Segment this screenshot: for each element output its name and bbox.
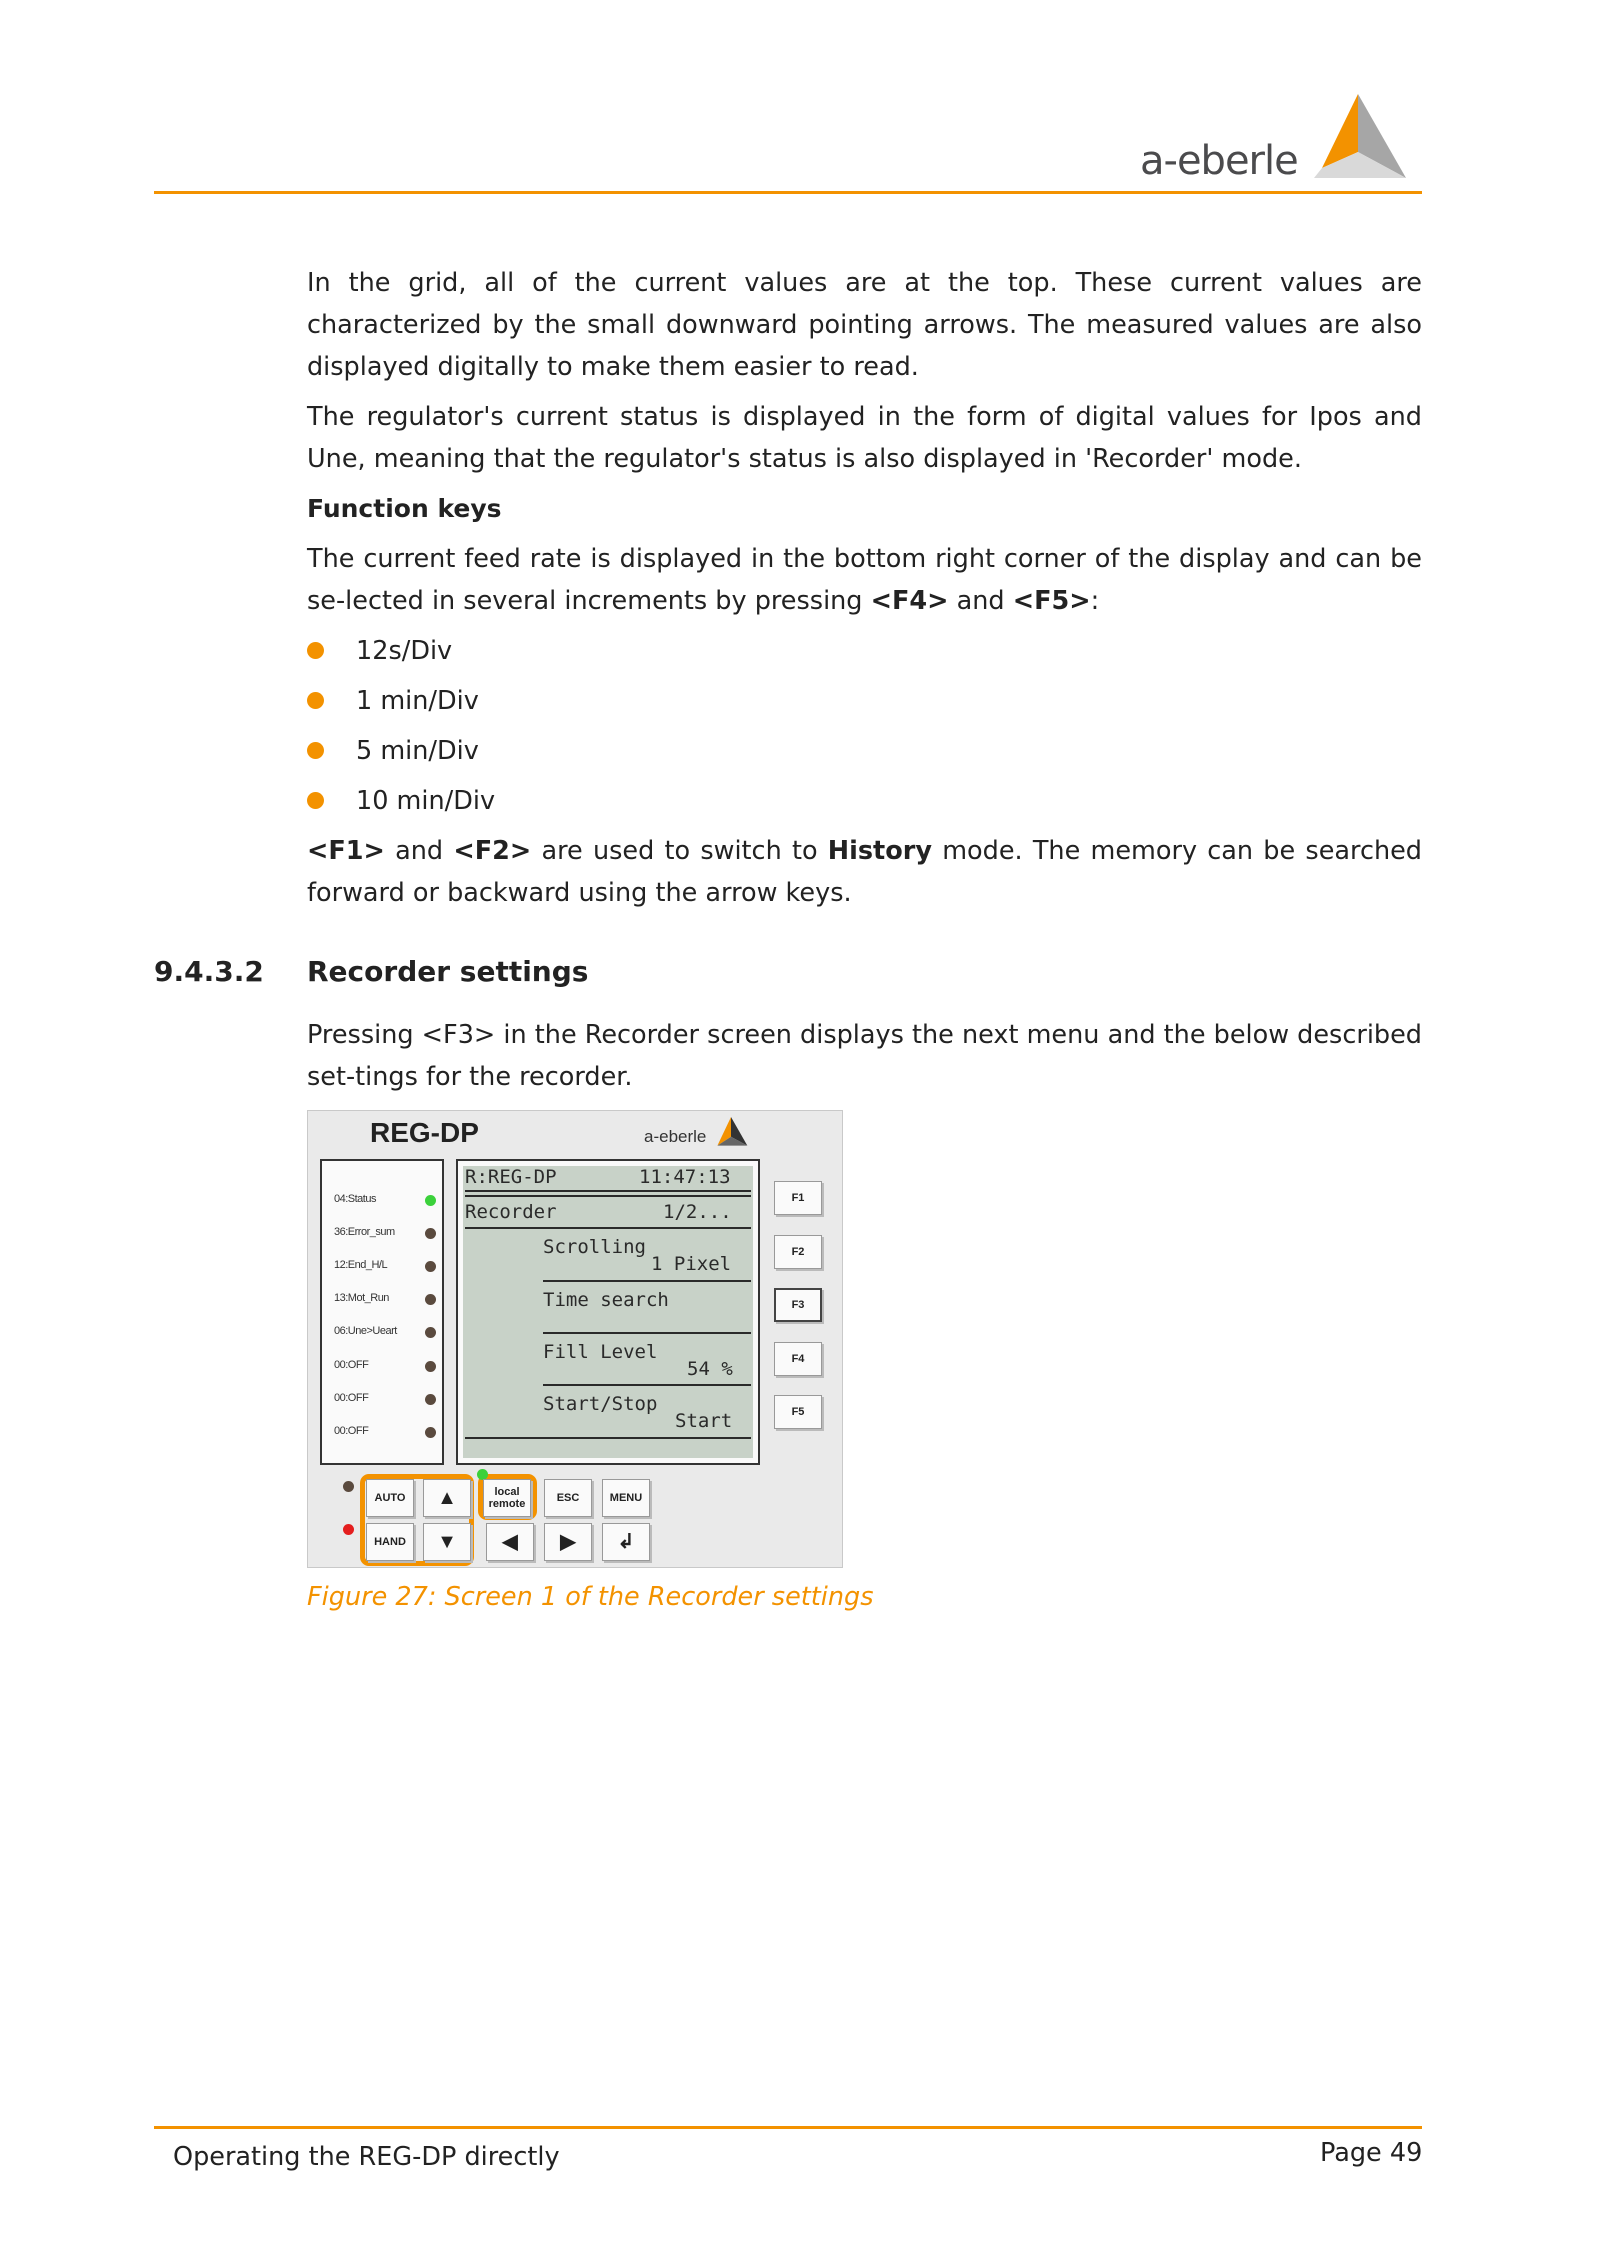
esc-button[interactable]: ESC	[544, 1479, 592, 1517]
lcd-menu-page: 1/2...	[663, 1201, 732, 1223]
paragraph-regulator-status: The regulator's current status is displayed in the form of digital values for Ipos and Une, meaning that the regulator's status is also displayed in 'Recorder' mode.	[307, 402, 1422, 474]
status-led-icon	[425, 1427, 436, 1438]
bullet-dot-icon	[307, 792, 324, 809]
f3-button[interactable]: F3	[774, 1288, 822, 1322]
left-arrow-button[interactable]: ◀	[486, 1523, 534, 1561]
lcd-divider	[465, 1195, 751, 1197]
section-number: 9.4.3.2	[154, 955, 264, 988]
bullet-dot-icon	[307, 692, 324, 709]
lcd-item-scrolling: Scrolling	[543, 1236, 646, 1258]
list-item	[307, 730, 1422, 772]
lcd-divider	[465, 1437, 751, 1439]
led-label: 00:OFF	[334, 1425, 369, 1437]
key-f5-text: <F5>	[1012, 586, 1091, 616]
menu-button[interactable]: MENU	[602, 1479, 650, 1517]
device-logo-text: a-eberle	[644, 1127, 707, 1146]
feed-rate-list	[307, 630, 1422, 822]
footer-chapter-title: Operating the REG-DP directly	[173, 2142, 560, 2172]
key-f1-text: <F1>	[307, 836, 385, 866]
device-logo-triangle-icon	[714, 1115, 748, 1149]
status-led-icon	[425, 1361, 436, 1372]
local-label: local	[494, 1486, 520, 1498]
lcd-divider	[465, 1227, 751, 1229]
lcd-item-fill-level: Fill Level	[543, 1341, 658, 1363]
lcd-divider	[543, 1280, 751, 1282]
bullet-dot-icon	[307, 642, 324, 659]
lcd-menu-title: Recorder	[465, 1201, 557, 1223]
logo-triangle-icon	[1308, 92, 1408, 184]
paragraph-grid-values: In the grid, all of the current values are at the top. These current values are characterized by the small downward pointing arrows. The measured values are also displayed digitally to make them easier to read.	[307, 268, 1422, 382]
key-f2-text: <F2>	[453, 836, 532, 866]
led-row	[334, 1292, 440, 1308]
body-content	[307, 262, 1422, 922]
f1-button[interactable]: F1	[774, 1181, 822, 1215]
page-number: Page 49	[1320, 2138, 1423, 2168]
lcd-header-title: R:REG-DP	[465, 1166, 557, 1188]
list-item	[307, 680, 1422, 722]
f5-button[interactable]: F5	[774, 1395, 822, 1429]
f4-button[interactable]: F4	[774, 1342, 822, 1376]
footer-rule	[154, 2126, 1422, 2129]
paragraph-recorder-settings: Pressing <F3> in the Recorder screen displays the next menu and the below described set-tings for the recorder.	[307, 1020, 1422, 1092]
auto-button[interactable]: AUTO	[366, 1479, 414, 1517]
led-row	[334, 1193, 440, 1209]
right-arrow-button[interactable]: ▶	[544, 1523, 592, 1561]
paragraph-history-mode	[307, 830, 1422, 914]
figure-caption: Figure 27: Screen 1 of the Recorder settings	[307, 1582, 874, 1612]
lcd-item-time-search: Time search	[543, 1289, 669, 1311]
lcd-item-scrolling-value: 1 Pixel	[651, 1253, 732, 1275]
auto-led-icon	[343, 1481, 354, 1492]
enter-button[interactable]: ↲	[602, 1523, 650, 1561]
history-end-text: mode. The memory can be searched forward or backward using the arrow keys.	[307, 836, 1422, 908]
and-text: and	[948, 586, 1013, 616]
list-item-text: 5 min/Div	[356, 736, 479, 766]
hand-led-icon	[343, 1524, 354, 1535]
bullet-dot-icon	[307, 742, 324, 759]
led-label: 04:Status	[334, 1193, 376, 1205]
device-title: REG-DP	[370, 1117, 479, 1148]
lcd-screen	[463, 1166, 753, 1458]
section-content	[307, 1014, 1422, 1106]
history-mid-text: are used to switch to	[531, 836, 828, 866]
status-led-icon	[425, 1261, 436, 1272]
list-item	[307, 780, 1422, 822]
list-item-text: 1 min/Div	[356, 686, 479, 716]
led-label: 00:OFF	[334, 1359, 369, 1371]
status-led-icon	[425, 1195, 436, 1206]
and-text: and	[384, 836, 454, 866]
list-item-text: 12s/Div	[356, 636, 453, 666]
led-label: 13:Mot_Run	[334, 1292, 389, 1304]
local-remote-button[interactable]	[483, 1479, 531, 1517]
lcd-clock: 11:47:13	[639, 1166, 731, 1188]
led-panel	[320, 1159, 444, 1465]
led-row	[334, 1325, 440, 1341]
header-rule	[154, 191, 1422, 194]
status-led-icon	[425, 1228, 436, 1239]
led-row	[334, 1359, 440, 1375]
lcd-display	[456, 1159, 760, 1465]
lcd-divider	[543, 1332, 751, 1334]
lcd-item-fill-level-value: 54 %	[687, 1358, 733, 1380]
brand-logo	[1140, 92, 1410, 188]
lcd-divider	[465, 1190, 751, 1192]
f2-button[interactable]: F2	[774, 1235, 822, 1269]
status-led-icon	[425, 1394, 436, 1405]
led-row	[334, 1226, 440, 1242]
list-item	[307, 630, 1422, 672]
device-panel-figure	[307, 1110, 843, 1568]
lower-button[interactable]: ▼	[423, 1523, 471, 1561]
list-item-text: 10 min/Div	[356, 786, 496, 816]
led-row	[334, 1392, 440, 1408]
led-label: 36:Error_sum	[334, 1226, 395, 1238]
status-led-icon	[425, 1327, 436, 1338]
function-keys-heading: Function keys	[307, 494, 502, 523]
led-row	[334, 1259, 440, 1275]
key-f4-text: <F4>	[870, 586, 949, 616]
paragraph-feed-rate	[307, 538, 1422, 622]
led-label: 06:Une>Ueart	[334, 1325, 397, 1337]
remote-label: remote	[488, 1498, 526, 1510]
lcd-item-start-stop: Start/Stop	[543, 1393, 658, 1415]
hand-button[interactable]: HAND	[366, 1523, 414, 1561]
led-row	[334, 1425, 440, 1441]
raise-button[interactable]: ▲	[423, 1479, 471, 1517]
led-label: 12:End_H/L	[334, 1259, 388, 1271]
section-title: Recorder settings	[307, 955, 589, 988]
device-logo	[644, 1127, 706, 1147]
lcd-divider	[543, 1384, 751, 1386]
led-label: 00:OFF	[334, 1392, 369, 1404]
logo-text: a-eberle	[1140, 138, 1298, 184]
history-word: History	[827, 836, 932, 866]
feed-rate-text: The current feed rate is displayed in the bottom right corner of the display and can be se-lected in several increments by pressing	[307, 544, 1422, 616]
status-led-icon	[425, 1294, 436, 1305]
colon-text: :	[1090, 586, 1100, 616]
lcd-item-start-stop-value: Start	[675, 1410, 733, 1432]
